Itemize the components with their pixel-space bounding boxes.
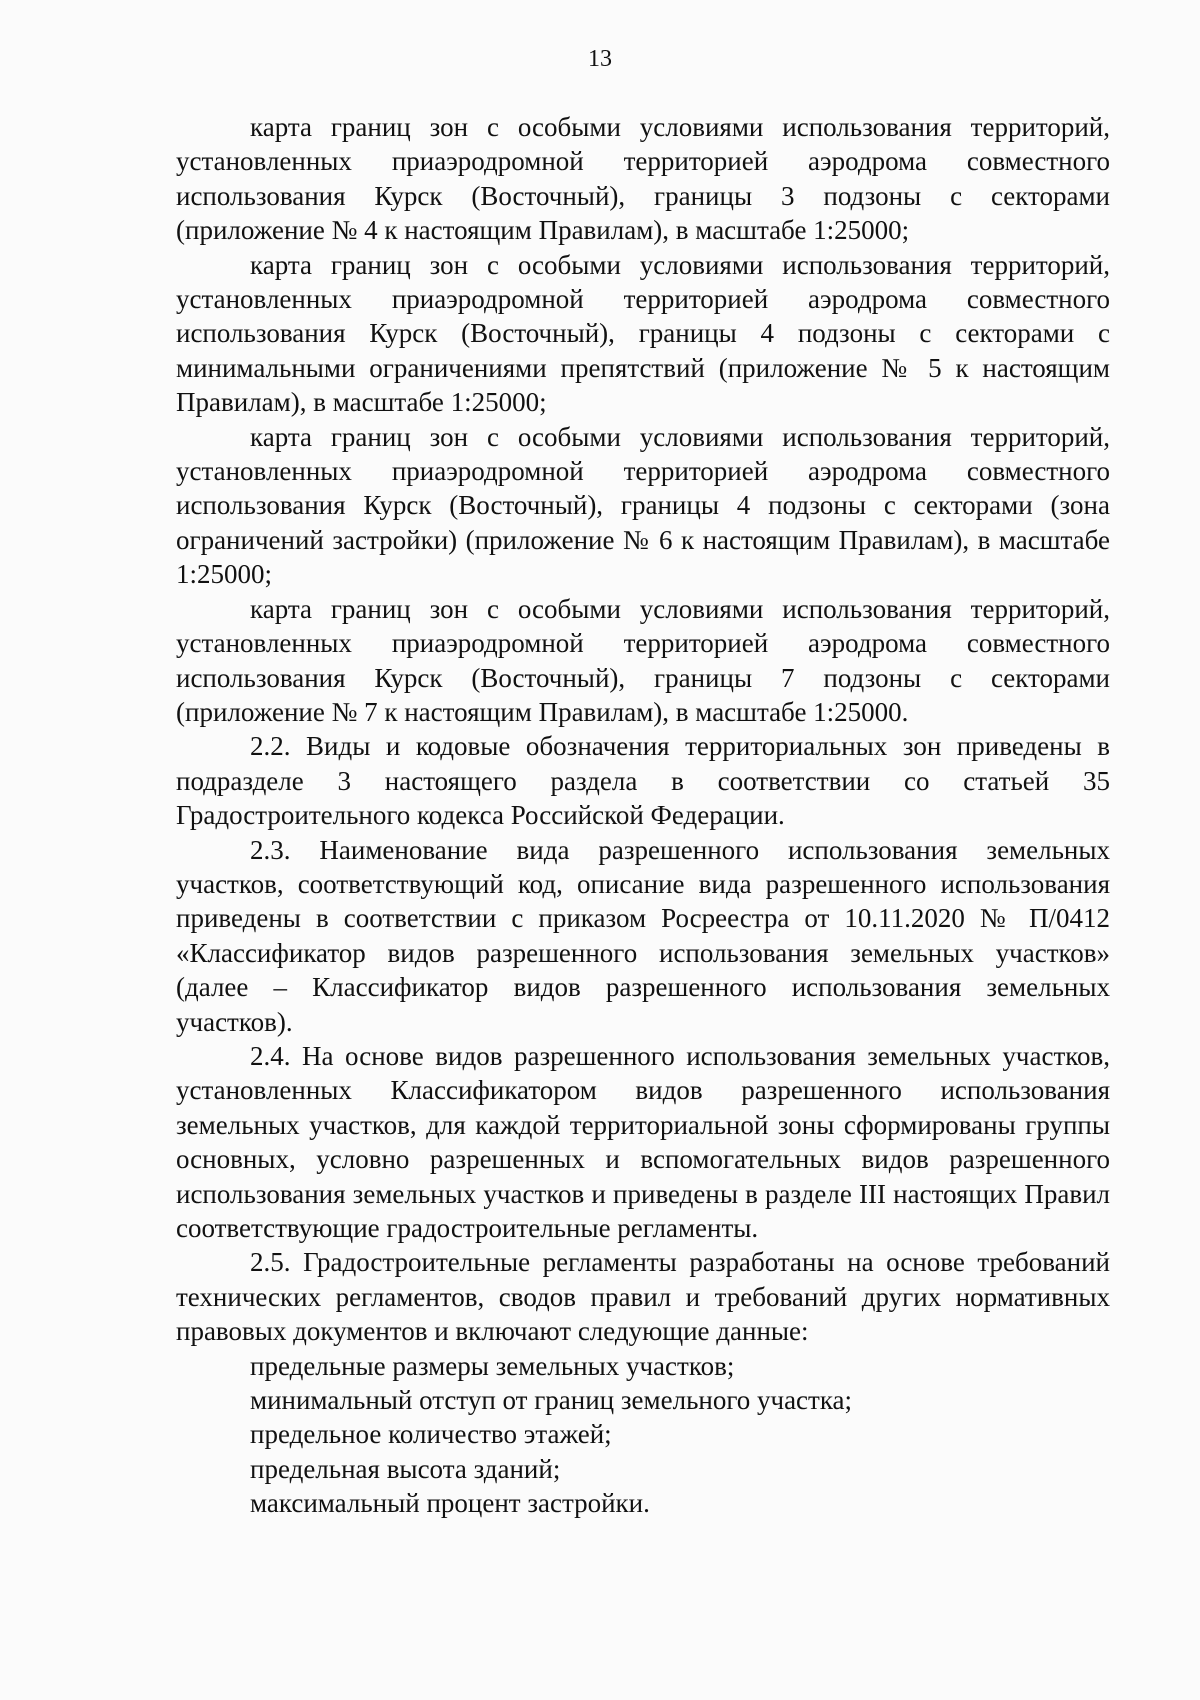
paragraph-2-4: 2.4. На основе видов разрешенного использования земельных участков, установленных Классификатором видов разрешенного использования земельных участков, для каждой территориальной зоны сформированы группы основных, условно разрешенных и вспомогательных видов разрешенного использования земельных участков и приведены в разделе III настоящих Правил соответствующие градостроительные регламенты. — [176, 1040, 1110, 1243]
list-item-floor-count: предельное количество этажей; — [250, 1419, 612, 1450]
paragraph-map-subzone-3: карта границ зон с особыми условиями использования территорий, установленных приаэродромной территорией аэродрома совместного использования Курск (Восточный), границы 3 подзоны с секторами (приложение № 4 к настоящим Правилам), в масштабе 1:25000; — [176, 112, 1110, 246]
list-item-land-plot-sizes: предельные размеры земельных участков; — [250, 1350, 735, 1381]
list-item-building-height: предельная высота зданий; — [250, 1453, 561, 1484]
paragraph-2-3: 2.3. Наименование вида разрешенного использования земельных участков, соответствующий код, описание вида разрешенного использования приведены в соответствии с приказом Росреестра от 10.11.2020 № П/0412 «Классификатор видов разрешенного использования земельных участков» (далее – Классификатор видов разрешенного использования земельных участков). — [176, 834, 1110, 1037]
paragraph-map-subzone-4-minimal: карта границ зон с особыми условиями использования территорий, установленных приаэродромной территорией аэродрома совместного использования Курск (Восточный), границы 4 подзоны с секторами с минимальными ограничениями препятствий (приложение № 5 к настоящим Правилам), в масштабе 1:25000; — [176, 249, 1110, 418]
paragraph-2-2: 2.2. Виды и кодовые обозначения территориальных зон приведены в подразделе 3 настоящего раздела в соответствии со статьей 35 Градостроительного кодекса Российской Федерации. — [176, 731, 1110, 831]
regulation-data-list — [176, 1349, 1110, 1521]
paragraph-map-subzone-7: карта границ зон с особыми условиями использования территорий, установленных приаэродромной территорией аэродрома совместного использования Курск (Восточный), границы 7 подзоны с секторами (приложение № 7 к настоящим Правилам), в масштабе 1:25000. — [176, 593, 1110, 727]
paragraph-2-5: 2.5. Градостроительные регламенты разработаны на основе требований технических регламентов, сводов правил и требований других нормативных правовых документов и включают следующие данные: — [176, 1247, 1110, 1347]
list-item-building-percentage: максимальный процент застройки. — [250, 1488, 650, 1519]
paragraph-map-subzone-4-restriction: карта границ зон с особыми условиями использования территорий, установленных приаэродромной территорией аэродрома совместного использования Курск (Восточный), границы 4 подзоны с секторами (зона ограничений застройки) (приложение № 6 к настоящим Правилам), в масштабе 1:25000; — [176, 421, 1110, 590]
page-number: 13 — [588, 46, 612, 72]
list-item-boundary-offset: минимальный отступ от границ земельного участка; — [250, 1385, 853, 1416]
document-body — [176, 110, 1110, 1521]
